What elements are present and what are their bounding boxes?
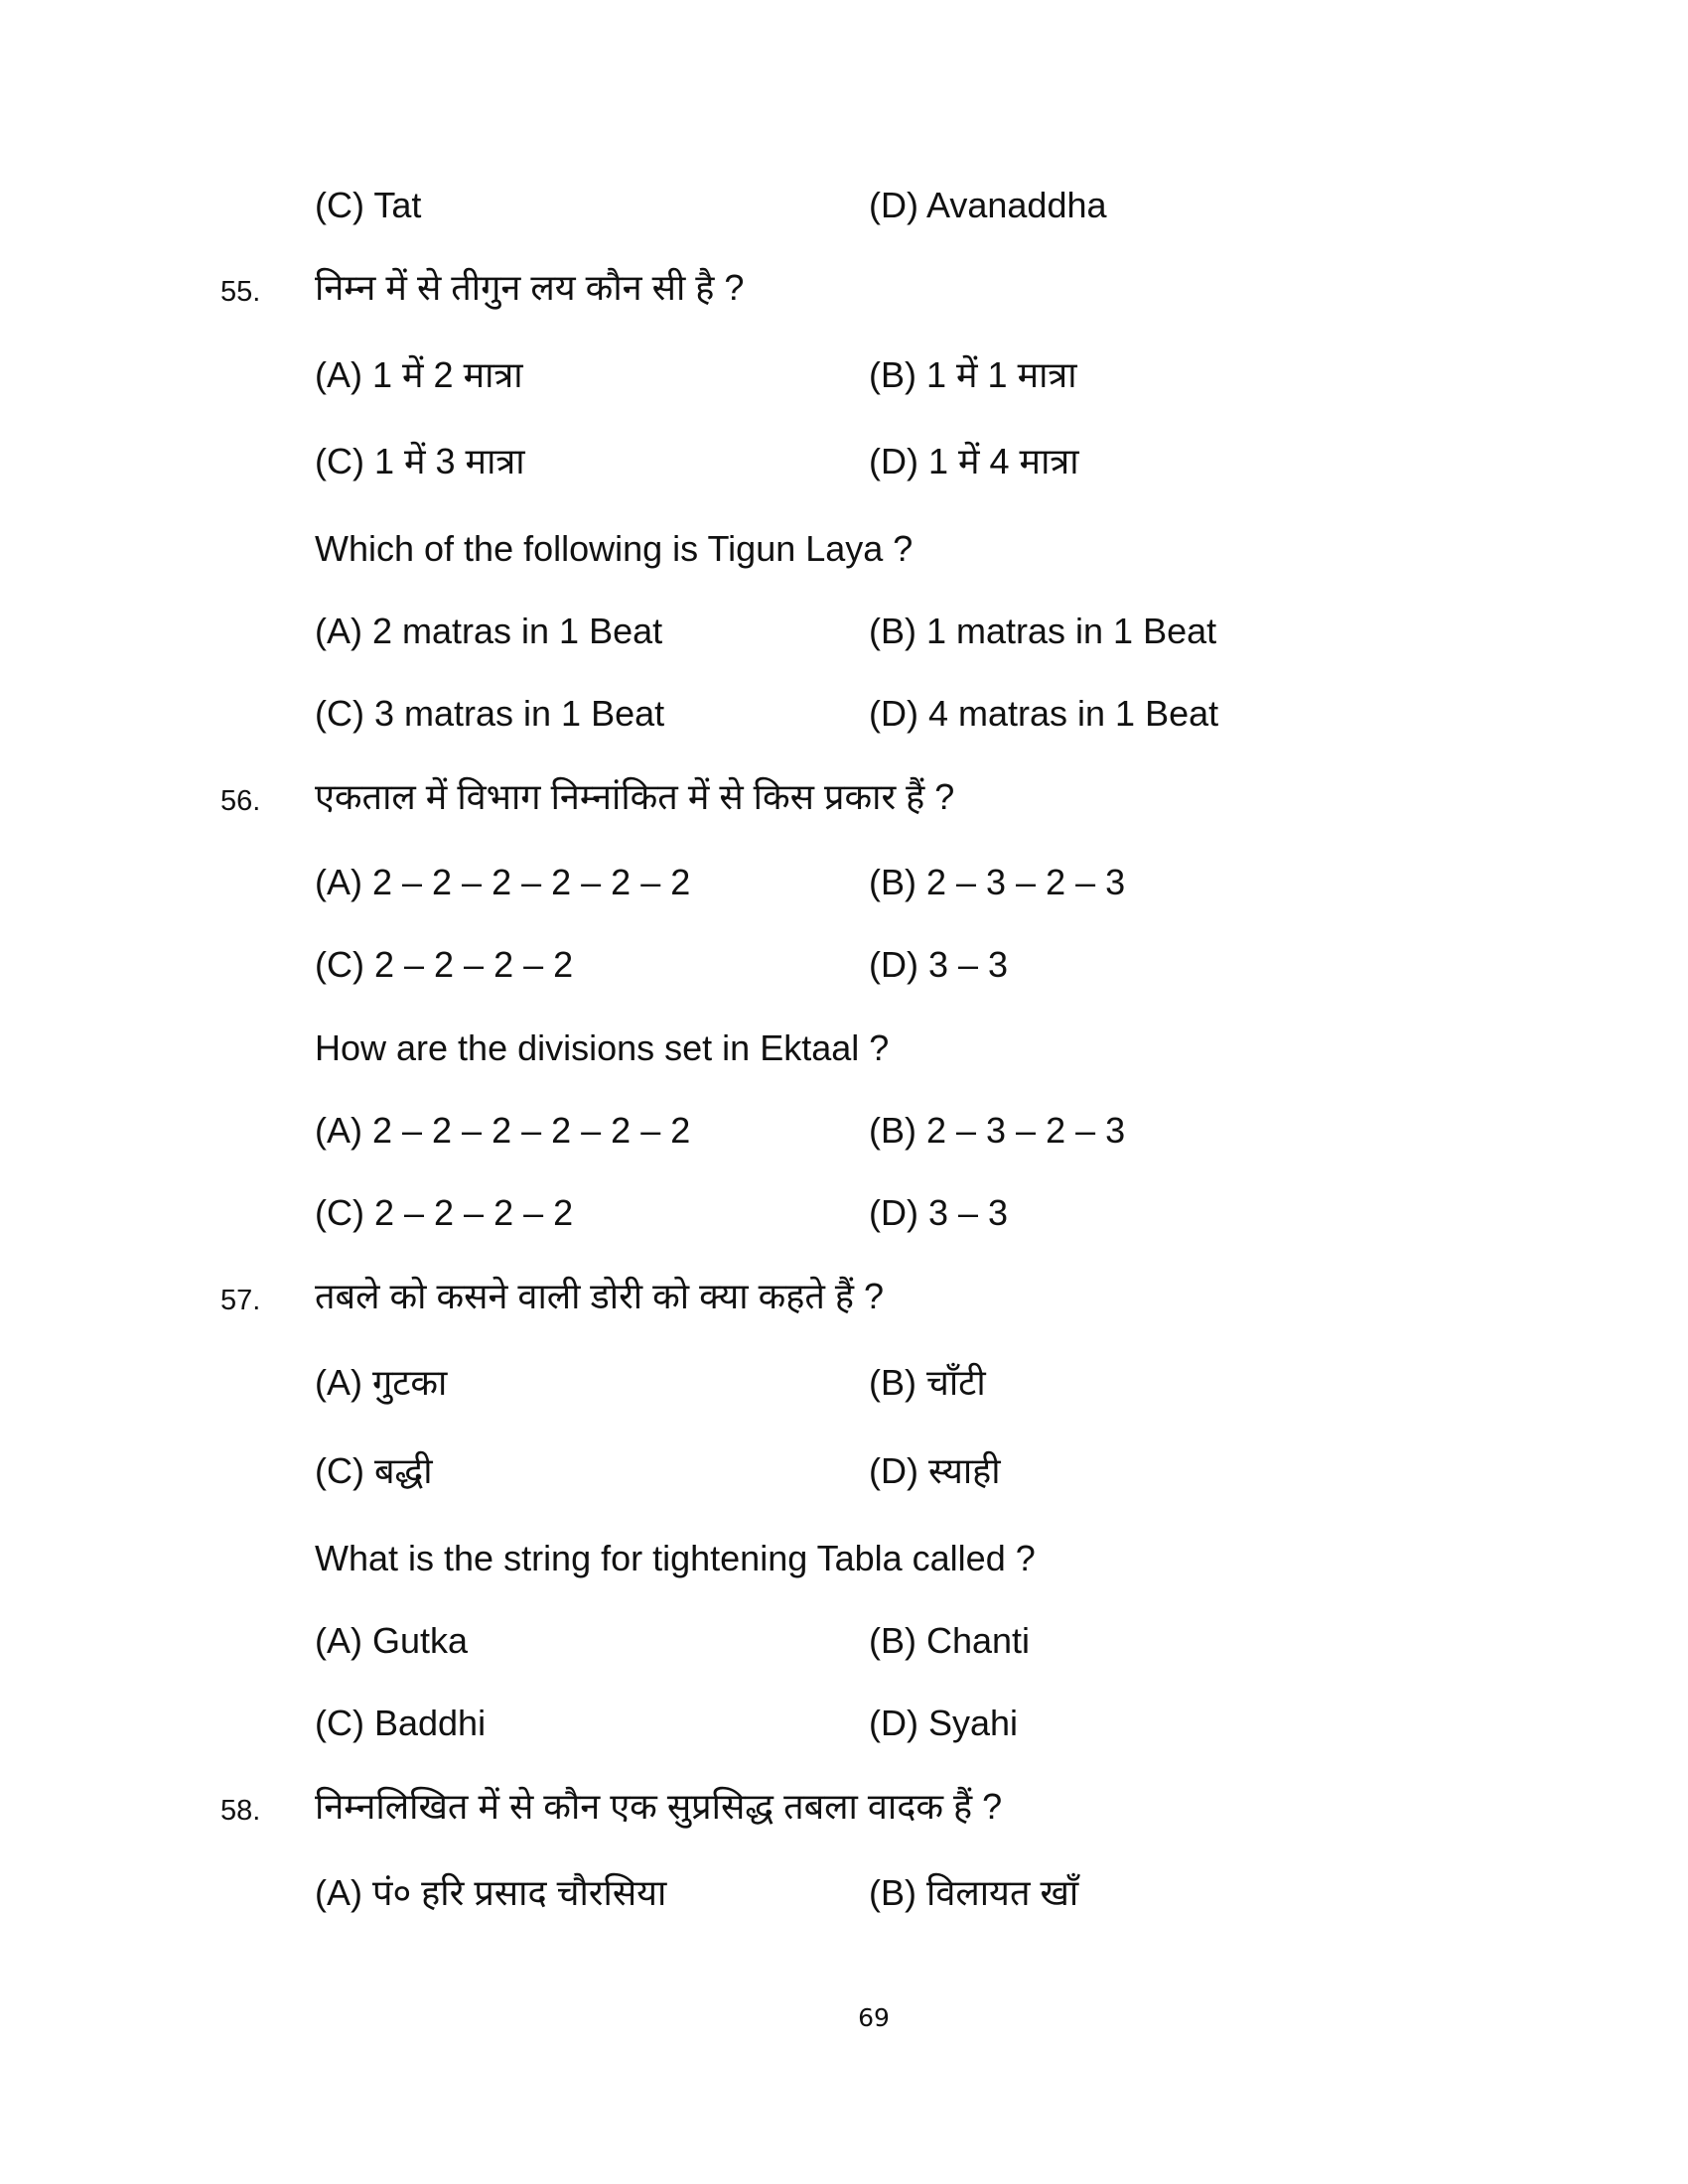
- option-right: (D) 3 – 3: [869, 944, 1009, 985]
- option-left: (C) 2 – 2 – 2 – 2: [315, 944, 574, 985]
- page-number: 69: [858, 2003, 890, 2032]
- option-right: (D) Avanaddha: [869, 185, 1107, 225]
- option-left: (A) गुटका: [315, 1362, 448, 1403]
- question-text-hindi: एकताल में विभाग निम्नांकित में से किस प्रकार हैं ?: [315, 776, 955, 817]
- option-right: (D) Syahi: [869, 1703, 1019, 1743]
- option-right: (B) 1 में 1 मात्रा: [869, 354, 1077, 395]
- question-text-english: How are the divisions set in Ektaal ?: [315, 1027, 890, 1068]
- question-number: 57.: [220, 1285, 261, 1316]
- question-text-english: What is the string for tightening Tabla called ?: [315, 1538, 1036, 1578]
- question-text-hindi: तबले को कसने वाली डोरी को क्या कहते हैं ?: [315, 1276, 884, 1316]
- option-left: (C) Baddhi: [315, 1703, 487, 1743]
- option-right: (B) चाँटी: [869, 1362, 986, 1403]
- option-left: (A) Gutka: [315, 1620, 469, 1661]
- option-left: (C) 3 matras in 1 Beat: [315, 693, 665, 734]
- option-left: (C) बद्धी: [315, 1450, 433, 1491]
- question-number: 56.: [220, 785, 261, 817]
- question-text-hindi: निम्न में से तीगुन लय कौन सी है ?: [315, 267, 745, 308]
- option-left: (A) 2 – 2 – 2 – 2 – 2 – 2: [315, 862, 691, 902]
- option-left: (C) Tat: [315, 185, 422, 225]
- question-number: 55.: [220, 276, 261, 308]
- question-number: 58.: [220, 1795, 261, 1827]
- option-left: (A) 1 में 2 मात्रा: [315, 354, 523, 395]
- option-left: (A) 2 – 2 – 2 – 2 – 2 – 2: [315, 1110, 691, 1151]
- option-left: (C) 2 – 2 – 2 – 2: [315, 1192, 574, 1233]
- option-right: (D) 1 में 4 मात्रा: [869, 441, 1079, 481]
- option-right: (D) 3 – 3: [869, 1192, 1009, 1233]
- option-left: (A) 2 matras in 1 Beat: [315, 611, 663, 651]
- option-right: (D) स्याही: [869, 1450, 1001, 1491]
- option-right: (B) 1 matras in 1 Beat: [869, 611, 1217, 651]
- option-right: (B) 2 – 3 – 2 – 3: [869, 862, 1126, 902]
- option-left: (C) 1 में 3 मात्रा: [315, 441, 525, 481]
- option-right: (D) 4 matras in 1 Beat: [869, 693, 1219, 734]
- option-right: (B) 2 – 3 – 2 – 3: [869, 1110, 1126, 1151]
- question-text-english: Which of the following is Tigun Laya ?: [315, 528, 914, 569]
- option-right: (B) विलायत खाँ: [869, 1872, 1079, 1913]
- question-text-hindi: निम्नलिखित में से कौन एक सुप्रसिद्ध तबला वादक हैं ?: [315, 1786, 1003, 1827]
- option-left: (A) पं० हरि प्रसाद चौरसिया: [315, 1872, 667, 1913]
- option-right: (B) Chanti: [869, 1620, 1031, 1661]
